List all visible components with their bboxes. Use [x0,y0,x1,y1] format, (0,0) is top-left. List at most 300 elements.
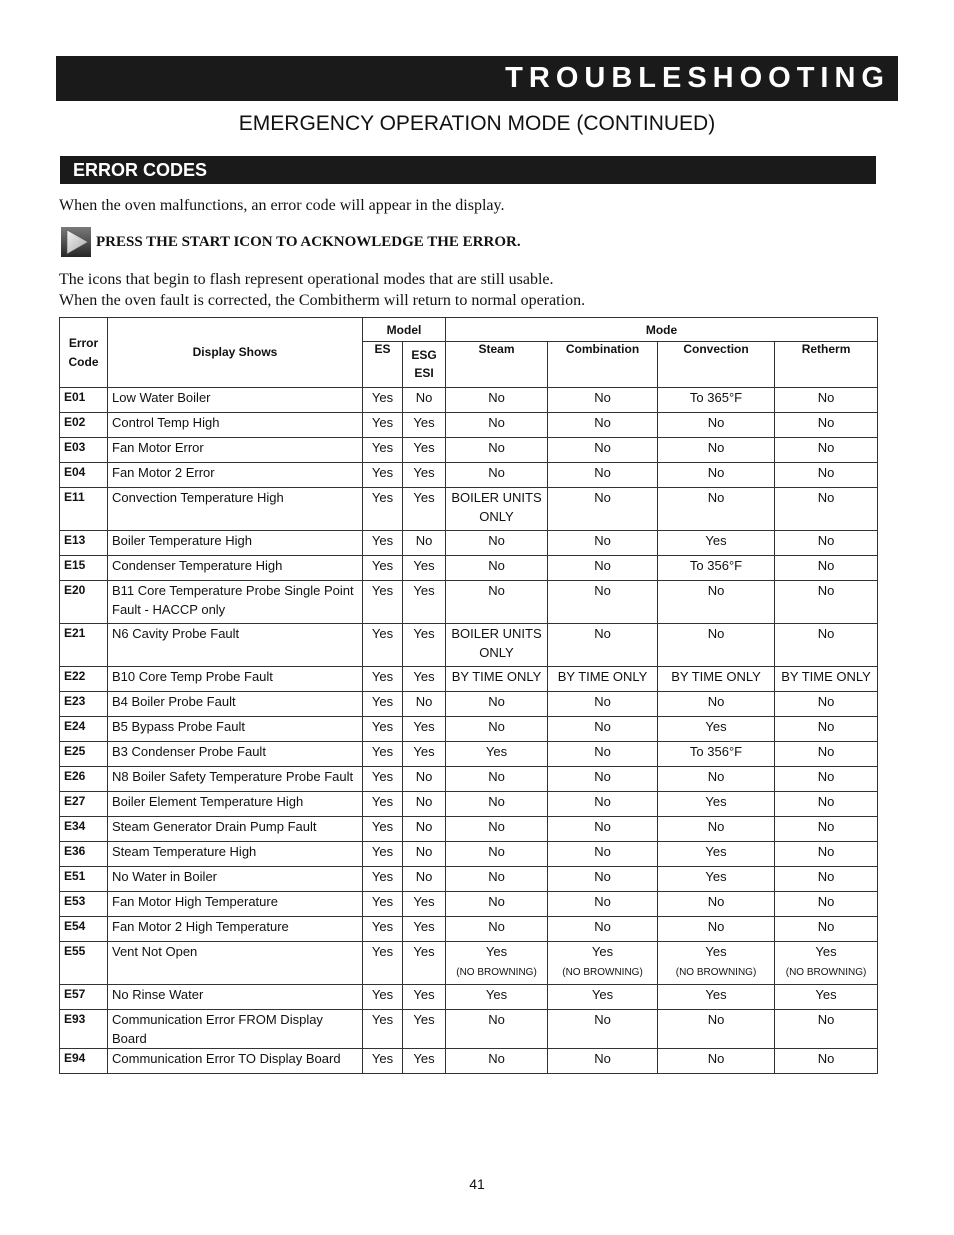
steam-cell [446,942,548,985]
esg-cell [403,917,446,942]
steam-value: BY TIME ONLY [451,669,542,684]
retherm-cell [775,892,878,917]
convection-cell [658,438,775,463]
display-shows-cell [108,692,363,717]
display-text: N8 Boiler Safety Temperature Probe Fault [112,769,354,784]
combination-cell [548,767,658,792]
display-shows-cell [108,1010,363,1049]
esg-value: Yes [413,465,435,480]
steam-cell [446,531,548,556]
retherm-value: No [817,558,835,573]
esg-value: No [415,533,433,548]
esg-cell [403,842,446,867]
combination-value: No [594,869,611,884]
esg-value: No [415,694,433,709]
es-value: Yes [371,533,394,548]
steam-cell [446,581,548,624]
steam-value: Yes [485,944,508,959]
steam-value: Yes [485,987,508,1002]
display-shows-cell [108,742,363,767]
convection-cell [658,867,775,892]
convection-cell [658,817,775,842]
convection-value: No [707,626,725,641]
es-value: Yes [371,1051,394,1066]
es-cell [363,692,403,717]
error-code-cell: E27 [60,792,108,817]
table-row [60,717,878,742]
display-shows-cell [108,531,363,556]
combination-value: Yes [591,944,614,959]
convection-value: No [707,415,725,430]
esg-value: No [415,794,433,809]
retherm-cell [775,531,878,556]
error-code-cell: E57 [60,985,108,1010]
display-text: Convection Temperature High [112,490,284,505]
combination-note: (NO BROWNING) [562,967,643,978]
page-banner: TROUBLESHOOTING [56,56,898,101]
retherm-value: No [817,390,835,405]
combination-value: No [594,533,611,548]
display-text: Condenser Temperature High [112,558,283,573]
es-cell [363,413,403,438]
retherm-cell [775,842,878,867]
convection-cell [658,463,775,488]
steam-cell [446,792,548,817]
esg-value: Yes [413,415,435,430]
steam-cell [446,985,548,1010]
display-text: B3 Condenser Probe Fault [112,744,266,759]
retherm-value: No [817,769,835,784]
esg-value: Yes [413,558,435,573]
combination-cell [548,817,658,842]
combination-value: No [594,1051,611,1066]
esg-value: No [415,769,433,784]
esg-cell [403,531,446,556]
combination-value: No [594,719,611,734]
combination-value: No [594,769,611,784]
error-code-cell: E55 [60,942,108,985]
steam-note: (NO BROWNING) [456,967,537,978]
esg-cell [403,692,446,717]
es-cell [363,556,403,581]
retherm-value: No [817,465,835,480]
esg-value: Yes [413,1051,435,1066]
display-text: B11 Core Temperature Probe Single Point [112,583,354,598]
esg-cell [403,624,446,667]
steam-cell [446,767,548,792]
combination-value: No [594,415,611,430]
retherm-value: No [817,919,835,934]
table-row [60,942,878,985]
esg-value: Yes [413,744,435,759]
convection-note: (NO BROWNING) [675,967,757,978]
display-text: Steam Temperature High [112,844,257,859]
steam-value: No [488,844,505,859]
display-text: Low Water Boiler [112,390,211,405]
steam-value: No [488,869,505,884]
es-cell [363,667,403,692]
display-text: Vent Not Open [112,944,198,959]
retherm-cell [775,692,878,717]
convection-cell [658,624,775,667]
combination-cell [548,413,658,438]
convection-value: No [707,1051,725,1066]
steam-cell [446,438,548,463]
steam-value: No [488,694,505,709]
retherm-value: No [817,415,835,430]
retherm-value: No [817,869,835,884]
error-code-cell: E21 [60,624,108,667]
steam-value: No [488,583,505,598]
display-shows-cell [108,792,363,817]
convection-cell [658,581,775,624]
steam-cell [446,742,548,767]
retherm-cell [775,667,878,692]
combination-cell [548,438,658,463]
table-row [60,917,878,942]
es-value: Yes [371,794,394,809]
retherm-cell [775,742,878,767]
esg-value: No [415,390,433,405]
display-shows-cell [108,767,363,792]
esg-cell [403,742,446,767]
convection-cell [658,892,775,917]
es-cell [363,917,403,942]
table-row [60,742,878,767]
steam-value: No [488,390,505,405]
combination-value: No [594,390,611,405]
error-code-cell: E25 [60,742,108,767]
retherm-value: No [817,490,835,505]
esg-value: Yes [413,719,435,734]
es-value: Yes [371,844,394,859]
convection-cell [658,917,775,942]
combination-value: No [594,626,611,641]
retherm-value: BY TIME ONLY [781,669,871,684]
display-text: Control Temp High [112,415,220,430]
retherm-cell [775,985,878,1010]
esg-value: Yes [413,919,435,934]
table-row [60,867,878,892]
header-model: Model [363,318,446,342]
display-shows-cell [108,985,363,1010]
es-cell [363,842,403,867]
retherm-value: No [817,694,835,709]
convection-cell [658,792,775,817]
steam-value: No [488,440,505,455]
steam-cell [446,1010,548,1049]
combination-value: No [594,558,611,573]
display-text: Communication Error FROM Display Board [112,1012,323,1046]
esg-cell [403,717,446,742]
display-text: B10 Core Temp Probe Fault [112,669,273,684]
esg-value: Yes [413,944,435,959]
convection-cell [658,1010,775,1049]
table-row [60,842,878,867]
steam-cell [446,892,548,917]
combination-cell [548,692,658,717]
es-cell [363,742,403,767]
error-code-cell: E51 [60,867,108,892]
header-combination: Combination [548,342,658,388]
display-text: Boiler Element Temperature High [112,794,304,809]
retherm-cell [775,717,878,742]
esg-value: Yes [413,1012,435,1027]
display-text: No Rinse Water [112,987,204,1002]
esg-cell [403,1010,446,1049]
esg-value: No [415,819,433,834]
display-shows-cell [108,817,363,842]
steam-value: Yes [485,744,508,759]
convection-cell [658,488,775,531]
combination-cell [548,867,658,892]
esg-cell [403,463,446,488]
convection-value: To 356°F [689,558,743,573]
table-row [60,892,878,917]
combination-value: No [594,490,611,505]
error-code-cell: E13 [60,531,108,556]
display-text: Fan Motor 2 Error [112,465,215,480]
display-text: Boiler Temperature High [112,533,252,548]
esg-cell [403,942,446,985]
es-value: Yes [371,869,394,884]
es-value: Yes [371,390,394,405]
retherm-value: No [817,719,835,734]
steam-cell [446,1049,548,1074]
display-shows-cell [108,556,363,581]
header-error-code: Error Code [60,318,108,388]
table-row [60,388,878,413]
table-row [60,488,878,531]
start-play-icon [61,227,91,257]
combination-cell [548,624,658,667]
header-retherm: Retherm [775,342,878,388]
steam-cell [446,717,548,742]
combination-cell [548,531,658,556]
retherm-value: No [817,794,835,809]
display-shows-cell [108,1049,363,1074]
table-row [60,692,878,717]
retherm-value: No [817,894,835,909]
es-value: Yes [371,744,394,759]
display-shows-cell [108,717,363,742]
table-row [60,985,878,1010]
display-shows-cell [108,892,363,917]
retherm-cell [775,438,878,463]
error-code-cell: E26 [60,767,108,792]
convection-value: Yes [705,844,727,859]
header-mode: Mode [446,318,878,342]
combination-value: No [594,465,611,480]
esg-cell [403,488,446,531]
retherm-cell [775,463,878,488]
notes-block [59,269,585,311]
display-text-line2: Fault - HACCP only [112,602,226,617]
convection-value: No [707,919,725,934]
convection-value: Yes [705,794,727,809]
combination-value: No [594,819,611,834]
error-code-cell: E15 [60,556,108,581]
combination-value: No [594,894,611,909]
retherm-cell [775,767,878,792]
table-row [60,624,878,667]
display-text: Fan Motor Error [112,440,204,455]
steam-value: No [488,919,505,934]
instruction-text: PRESS THE START ICON TO ACKNOWLEDGE THE ERROR. [96,233,521,250]
retherm-value: No [817,583,835,598]
combination-cell [548,488,658,531]
header-display-shows: Display Shows [108,318,363,388]
display-shows-cell [108,917,363,942]
esg-cell [403,1049,446,1074]
convection-value: No [707,894,725,909]
steam-value-line2: ONLY [479,645,514,660]
table-row [60,1049,878,1074]
combination-cell [548,1010,658,1049]
steam-cell [446,463,548,488]
display-text: Communication Error TO Display Board [112,1051,341,1066]
es-cell [363,942,403,985]
display-shows-cell [108,488,363,531]
steam-cell [446,413,548,438]
error-code-cell: E02 [60,413,108,438]
convection-value: No [707,769,725,784]
steam-cell [446,842,548,867]
combination-value: No [594,694,611,709]
convection-cell [658,413,775,438]
note-line: When the oven fault is corrected, the Combitherm will return to normal operation. [59,292,586,309]
error-code-cell: E94 [60,1049,108,1074]
steam-cell [446,917,548,942]
es-value: Yes [371,465,394,480]
error-code-cell: E93 [60,1010,108,1049]
esg-cell [403,767,446,792]
combination-cell [548,917,658,942]
combination-cell [548,717,658,742]
retherm-value: No [817,440,835,455]
retherm-cell [775,388,878,413]
combination-value: No [594,440,611,455]
steam-cell [446,624,548,667]
esg-cell [403,388,446,413]
steam-cell [446,388,548,413]
es-value: Yes [371,719,394,734]
convection-cell [658,388,775,413]
steam-value: BOILER UNITS [451,626,542,641]
steam-value: No [488,1051,505,1066]
convection-cell [658,556,775,581]
steam-value: No [488,558,505,573]
combination-cell [548,985,658,1010]
retherm-value: No [817,844,835,859]
es-cell [363,488,403,531]
es-value: Yes [371,415,394,430]
table-row [60,438,878,463]
display-shows-cell [108,867,363,892]
combination-cell [548,581,658,624]
table-row [60,581,878,624]
header-convection: Convection [658,342,775,388]
es-value: Yes [371,694,394,709]
steam-value: No [488,794,505,809]
es-value: Yes [371,894,394,909]
error-code-cell: E01 [60,388,108,413]
es-cell [363,624,403,667]
es-cell [363,867,403,892]
retherm-cell [775,942,878,985]
convection-value: No [707,490,725,505]
steam-value: BOILER UNITS [451,490,542,505]
table-row [60,556,878,581]
header-es: ES [363,342,403,388]
es-cell [363,531,403,556]
convection-value: Yes [705,987,727,1002]
display-shows-cell [108,413,363,438]
esg-cell [403,438,446,463]
esg-value: No [415,844,433,859]
retherm-value: Yes [815,944,837,959]
retherm-cell [775,581,878,624]
display-shows-cell [108,438,363,463]
steam-cell [446,667,548,692]
es-cell [363,581,403,624]
table-row [60,413,878,438]
convection-value: No [707,440,725,455]
retherm-cell [775,624,878,667]
steam-value: No [488,719,505,734]
es-cell [363,767,403,792]
convection-value: To 365°F [689,390,743,405]
retherm-cell [775,867,878,892]
esg-value: Yes [413,626,435,641]
display-text: No Water in Boiler [112,869,217,884]
retherm-value: Yes [815,987,837,1002]
esg-cell [403,867,446,892]
es-value: Yes [371,583,394,598]
page-number: 41 [469,1176,485,1192]
es-cell [363,717,403,742]
retherm-value: No [817,1051,835,1066]
convection-value: No [707,694,725,709]
combination-cell [548,742,658,767]
display-text: Fan Motor High Temperature [112,894,278,909]
esg-cell [403,792,446,817]
steam-cell [446,488,548,531]
esg-value: Yes [413,490,435,505]
retherm-value: No [817,744,835,759]
error-code-cell: E23 [60,692,108,717]
steam-value: No [488,894,505,909]
combination-cell [548,792,658,817]
esg-value: Yes [413,583,435,598]
convection-value: No [707,1012,725,1027]
convection-cell [658,942,775,985]
display-shows-cell [108,942,363,985]
convection-cell [658,692,775,717]
error-code-cell: E04 [60,463,108,488]
convection-value: Yes [705,719,727,734]
combination-cell [548,842,658,867]
retherm-cell [775,1010,878,1049]
display-text: Steam Generator Drain Pump Fault [112,819,317,834]
display-text: N6 Cavity Probe Fault [112,626,240,641]
esg-cell [403,817,446,842]
error-code-cell: E54 [60,917,108,942]
steam-value: No [488,415,505,430]
es-cell [363,1049,403,1074]
es-value: Yes [371,490,394,505]
es-cell [363,463,403,488]
